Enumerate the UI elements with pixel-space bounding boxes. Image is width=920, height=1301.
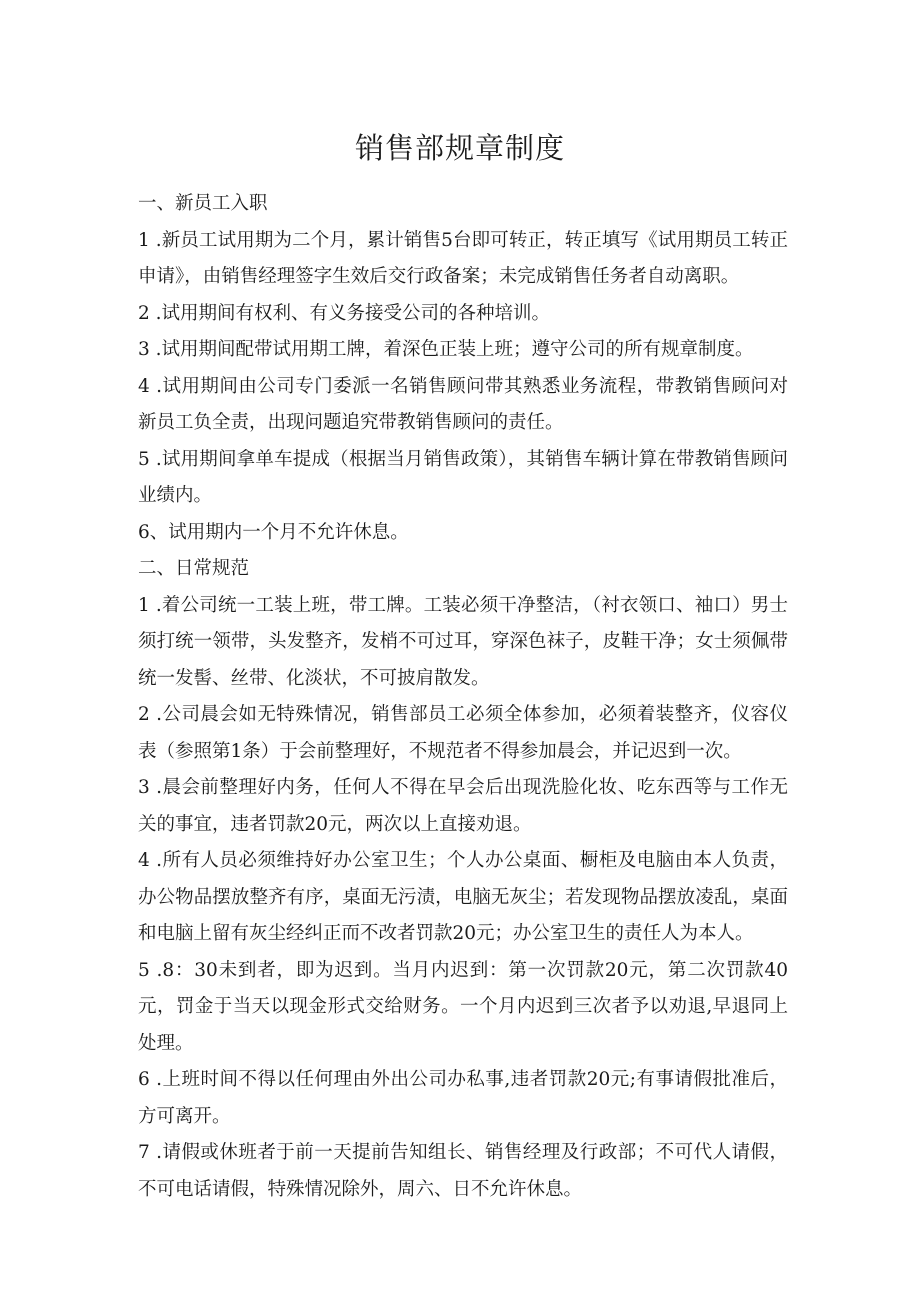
paragraph-new-staff-2: 2 .试用期间有权利、有义务接受公司的各种培训。	[138, 302, 551, 324]
paragraph-daily-rules-7: 7 .请假或休班者于前一天提前告知组长、销售经理及行政部；不可代人请假，不可电话请假，特殊情况除外，周六、日不允许休息。	[138, 1142, 788, 1200]
paragraph-new-staff-5: 5 .试用期间拿单车提成（根据当月销售政策），其销售车辆计算在带教销售顾问业绩内。	[138, 448, 788, 506]
paragraph-new-staff-1: 1 .新员工试用期为二个月，累计销售5台即可转正，转正填写《试用期员工转正申请》，由销售经理签字生效后交行政备案；未完成销售任务者自动离职。	[138, 229, 788, 287]
document-body	[138, 186, 788, 1208]
paragraph-daily-rules-1: 1 .着公司统一工装上班，带工牌。工装必须干净整洁，（衬衣领口、袖口）男士须打统一领带，头发整齐，发梢不可过耳，穿深色袜子，皮鞋干净；女士须佩带统一发髻、丝带、化淡状，不可披肩散发。	[138, 594, 788, 689]
paragraph-daily-rules-3: 3 .晨会前整理好内务，任何人不得在早会后出现洗脸化妆、吃东西等与工作无关的事宜，违者罚款20元，两次以上直接劝退。	[138, 777, 788, 835]
paragraph-daily-rules-6: 6 .上班时间不得以任何理由外出公司办私事,违者罚款20元;有事请假批准后，方可离开。	[138, 1069, 788, 1127]
paragraph-new-staff-6: 6、试用期内一个月不允许休息。	[138, 521, 409, 543]
paragraph-new-staff-4: 4 .试用期间由公司专门委派一名销售顾问带其熟悉业务流程，带教销售顾问对新员工负全责，出现问题追究带教销售顾问的责任。	[138, 375, 788, 433]
paragraph-daily-rules-2: 2 .公司晨会如无特殊情况，销售部员工必须全体参加，必须着装整齐，仪容仪表（参照第1条）于会前整理好，不规范者不得参加晨会，并记迟到一次。	[138, 704, 788, 762]
section-heading-new-staff: 一、新员工入职	[138, 193, 268, 214]
paragraph-new-staff-3: 3 .试用期间配带试用期工牌，着深色正装上班；遵守公司的所有规章制度。	[138, 339, 754, 360]
paragraph-daily-rules-5: 5 .8：30未到者，即为迟到。当月内迟到：第一次罚款20元，第二次罚款40元，罚金于当天以现金形式交给财务。一个月内迟到三次者予以劝退,早退同上处理。	[138, 959, 788, 1054]
document-title: 销售部规章制度	[354, 131, 565, 165]
section-heading-daily-rules: 二、日常规范	[138, 558, 250, 579]
paragraph-daily-rules-4: 4 .所有人员必须维持好办公室卫生；个人办公桌面、橱柜及电脑由本人负责，办公物品摆放整齐有序，桌面无污渍，电脑无灰尘；若发现物品摆放凌乱，桌面和电脑上留有灰尘经纠正而不改者罚款20元；办公室卫生的责任人为本人。	[138, 850, 788, 944]
